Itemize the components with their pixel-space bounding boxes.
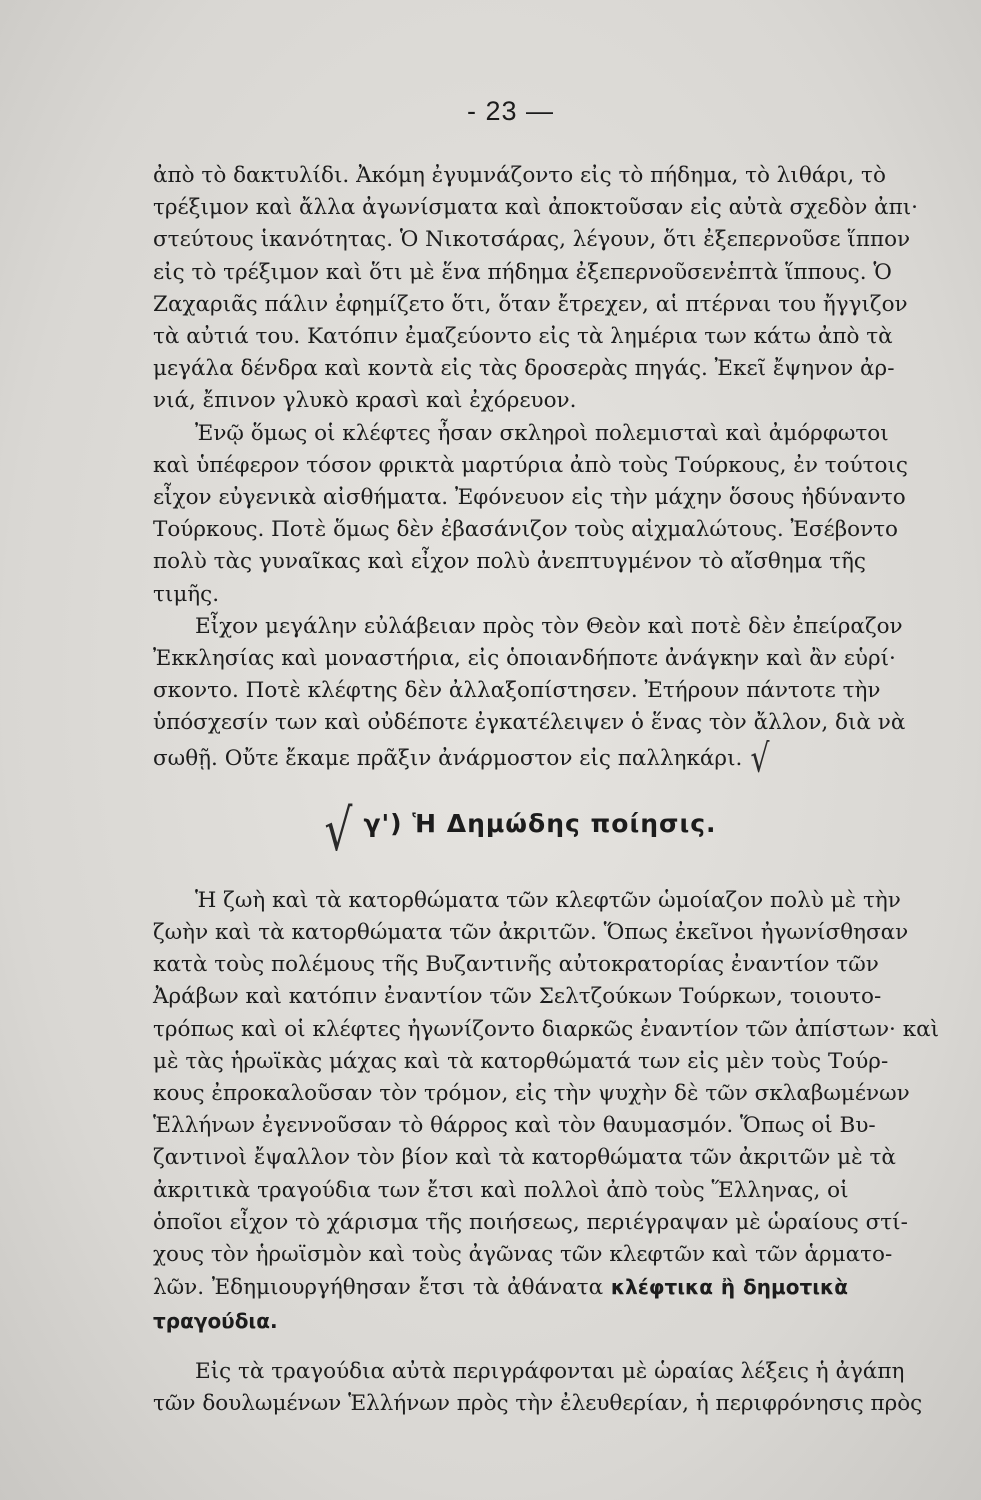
bold-phrase: κλέφτικα ἢ δημοτικὰ xyxy=(610,1275,848,1300)
text-line-content: λῶν. Ἐδημιουργήθησαν ἔτσι τὰ ἀθάνατα xyxy=(153,1275,604,1301)
text-line: ἀπὸ τὸ δακτυλίδι. Ἀκόμη ἐγυμνάζοντο εἰς τὸ πήδημα, τὸ λιθάρι, τὸ xyxy=(153,163,886,188)
text-line: τὰ αὐτιά του. Κατόπιν ἐμαζεύοντο εἰς τὰ λημέρια των κάτω ἀπὸ τὰ xyxy=(153,324,893,350)
text-line: πολὺ τὰς γυναῖκας καὶ εἶχον πολὺ ἀνεπτυγμένον τὸ αἴσθημα τῆς xyxy=(153,549,866,575)
text-line: καὶ ὑπέφερον τόσον φρικτὰ μαρτύρια ἀπὸ τοὺς Τούρκους, ἐν τούτοις xyxy=(153,452,908,478)
text-line: νιά, ἔπινον γλυκὸ κρασὶ καὶ ἐχόρευον. xyxy=(153,388,577,414)
text-line: ἀκριτικὰ τραγούδια των ἔτσι καὶ πολλοὶ ἀπὸ τοὺς Ἕλληνας, οἱ xyxy=(153,1177,849,1203)
text-line: μεγάλα δένδρα καὶ κοντὰ εἰς τὰς δροσερὰς πηγάς. Ἐκεῖ ἔψηνον ἀρ- xyxy=(153,356,895,382)
text-line: εἶχον εὐγενικὰ αἰσθήματα. Ἐφόνευον εἰς τὴν μάχην ὅσους ἠδύναντο xyxy=(153,485,906,511)
text-line xyxy=(153,736,848,782)
text-line: Ἡ ζωὴ καὶ τὰ κατορθώματα τῶν κλεφτῶν ὡμοίαζον πολὺ μὲ τὴν xyxy=(195,887,901,913)
text-line xyxy=(153,1271,848,1304)
paragraph-1 xyxy=(153,160,919,418)
section-heading-text: γ') Ἡ Δημώδης ποίησις. xyxy=(363,808,717,838)
text-line: Ἐκκλησίας καὶ μοναστήρια, εἰς ὁποιανδήποτε ἀνάγκην καὶ ἂν εὑρί· xyxy=(153,646,896,672)
paragraph-gap xyxy=(153,1338,848,1356)
body-text xyxy=(153,160,940,1420)
text-line: τρόπως καὶ οἱ κλέφτες ἠγωνίζοντο διαρκῶς ἐναντίον τῶν ἀπίστων· καὶ xyxy=(153,1016,940,1042)
handwritten-check-mark-icon: √ xyxy=(324,797,354,865)
text-line: ζαντινοὶ ἔψαλλον τὸν βίον καὶ τὰ κατορθώματα τῶν ἀκριτῶν μὲ τὰ xyxy=(153,1145,896,1171)
text-line: Ἑλλήνων ἐγεννοῦσαν τὸ θάρρος καὶ τὸν θαυμασμόν. Ὅπως οἱ Βυ- xyxy=(153,1113,876,1139)
text-line: Εἶχον μεγάλην εὐλάβειαν πρὸς τὸν Θεὸν καὶ ποτὲ δὲν ἐπείραζον xyxy=(195,613,903,639)
page-number: - 23 — xyxy=(466,96,555,126)
text-line: σκοντο. Ποτὲ κλέφτης δὲν ἀλλαξοπίστησεν. Ἐτήρουν πάντοτε τὴν xyxy=(153,678,881,704)
text-line: κους ἐπροκαλοῦσαν τὸν τρόμον, εἰς τὴν ψυχὴν δὲ τῶν σκλαβωμένων xyxy=(153,1081,910,1107)
paragraph-2 xyxy=(153,418,908,611)
text-line: τιμῆς. xyxy=(153,581,220,607)
paragraph-3 xyxy=(153,611,906,782)
paragraph-4 xyxy=(153,885,940,1338)
text-line xyxy=(153,1305,848,1338)
text-line: χους τὸν ἡρωϊσμὸν καὶ τοὺς ἀγῶνας τῶν κλεφτῶν καὶ τῶν ἁρματο- xyxy=(153,1242,893,1268)
text-line: Τούρκους. Ποτὲ ὅμως δὲν ἐβασάνιζον τοὺς αἰχμαλώτους. Ἐσέβοντο xyxy=(153,517,898,543)
section-heading xyxy=(153,789,848,865)
text-line: Ζαχαριᾶς πάλιν ἐφημίζετο ὅτι, ὅταν ἔτρεχεν, αἱ πτέρναι του ἤγγιζον xyxy=(153,291,908,317)
text-line: ζωὴν καὶ τὰ κατορθώματα τῶν ἀκριτῶν. Ὅπως ἐκεῖνοι ἠγωνίσθησαν xyxy=(153,920,909,946)
text-line: στεύτους ἱκανότητας. Ὁ Νικοτσάρας, λέγουν, ὅτι ἐξεπερνοῦσε ἵππον xyxy=(153,227,911,253)
text-line: τῶν δουλωμένων Ἑλλήνων πρὸς τὴν ἐλευθερίαν, ἡ περιφρόνησις πρὸς xyxy=(153,1390,923,1416)
text-line: ὁποῖοι εἶχον τὸ χάρισμα τῆς ποιήσεως, περιέγραψαν μὲ ὡραίους στί- xyxy=(153,1209,908,1235)
text-line: εἰς τὸ τρέξιμον καὶ ὅτι μὲ ἕνα πήδημα ἐξεπερνοῦσενἑπτὰ ἵππους. Ὁ xyxy=(153,259,892,285)
text-line: κατὰ τοὺς πολέμους τῆς Βυζαντινῆς αὐτοκρατορίας ἐναντίον τῶν xyxy=(153,952,879,978)
bold-phrase: τραγούδια. xyxy=(153,1308,278,1333)
text-line: Ἐνῷ ὅμως οἱ κλέφτες ἦσαν σκληροὶ πολεμισταὶ καὶ ἀμόρφωτοι xyxy=(195,420,889,446)
text-line: τρέξιμον καὶ ἄλλα ἀγωνίσματα καὶ ἀποκτοῦσαν εἰς αὐτὰ σχεδὸν ἀπι· xyxy=(153,195,919,221)
text-line-content: σωθῇ. Οὔτε ἔκαμε πρᾶξιν ἀνάρμοστον εἰς παλληκάρι. xyxy=(153,745,743,771)
handwritten-check-mark-icon: √ xyxy=(750,736,770,782)
text-line: Ἀράβων καὶ κατόπιν ἐναντίον τῶν Σελτζούκων Τούρκων, τοιουτο- xyxy=(153,984,882,1010)
text-line: μὲ τὰς ἡρωϊκὰς μάχας καὶ τὰ κατορθώματά των εἰς μὲν τοὺς Τούρ- xyxy=(153,1048,889,1074)
paragraph-5 xyxy=(153,1356,923,1420)
text-line: ὑπόσχεσίν των καὶ οὐδέποτε ἐγκατέλειψεν ὁ ἕνας τὸν ἄλλον, διὰ νὰ xyxy=(153,710,906,736)
text-line: Εἰς τὰ τραγούδια αὐτὰ περιγράφονται μὲ ὡραίας λέξεις ἡ ἀγάπη xyxy=(195,1358,905,1384)
